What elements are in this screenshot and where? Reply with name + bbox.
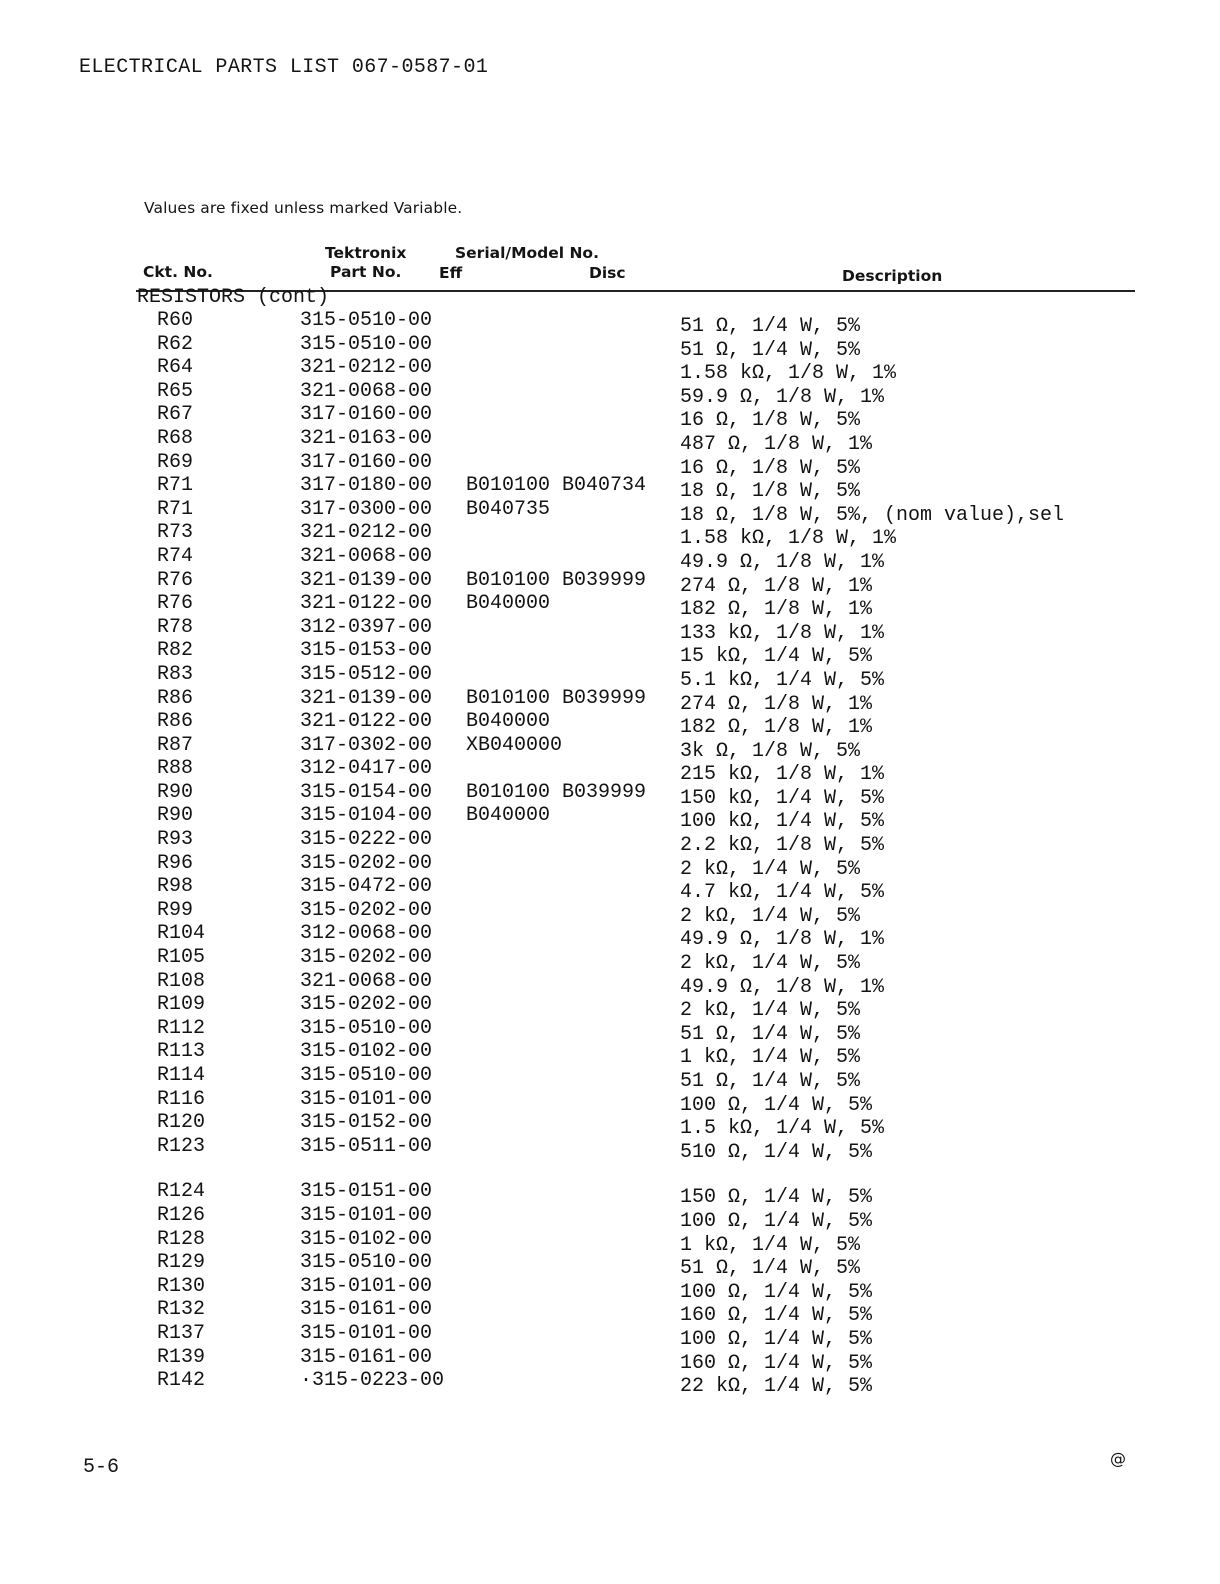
table-row <box>0 1227 1220 1257</box>
table-row <box>0 1274 1220 1304</box>
part-no-cell: 315-0161-00 <box>300 1345 433 1369</box>
description-cell: 133 kΩ, 1/8 W, 1% <box>680 621 885 645</box>
description-cell: 182 Ω, 1/8 W, 1% <box>680 598 873 622</box>
ckt-no-cell: R114 <box>157 1064 206 1087</box>
table-row <box>0 710 1220 740</box>
ckt-no-cell: R129 <box>157 1251 206 1275</box>
part-no-cell: 315-0152-00 <box>300 1111 433 1135</box>
header-serial-model: Serial/Model No. <box>455 244 599 262</box>
table-row <box>0 309 1220 338</box>
part-no-cell: 315-0104-00 <box>300 804 433 828</box>
footer-mark: @ <box>1110 1449 1126 1468</box>
part-no-cell: 317-0160-00 <box>300 450 433 474</box>
table-row <box>0 946 1220 976</box>
ckt-no-cell: R108 <box>157 969 206 993</box>
disc-cell: B039999 <box>562 780 647 804</box>
ckt-no-cell: R104 <box>157 922 206 946</box>
description-cell: 18 Ω, 1/8 W, 5%, (nom value),sel <box>680 503 1065 527</box>
ckt-no-cell: R86 <box>157 710 194 734</box>
part-no-cell: 315-0101-00 <box>300 1087 433 1111</box>
table-row <box>0 615 1220 645</box>
part-no-cell: 312-0068-00 <box>300 922 433 946</box>
part-no-cell: 312-0397-00 <box>300 615 433 639</box>
part-no-cell: 315-0511-00 <box>300 1134 433 1158</box>
part-no-cell: 321-0163-00 <box>300 426 433 450</box>
header-description: Description <box>842 267 943 285</box>
part-no-cell: 312-0417-00 <box>300 757 433 781</box>
ckt-no-cell: R62 <box>157 332 194 356</box>
ckt-no-cell: R123 <box>157 1134 206 1158</box>
description-cell: 16 Ω, 1/8 W, 5% <box>680 409 861 433</box>
header-eff: Eff <box>439 264 463 282</box>
ckt-no-cell: R88 <box>157 757 194 781</box>
ckt-no-cell: R124 <box>157 1180 206 1204</box>
ckt-no-cell: R67 <box>157 403 194 427</box>
table-row <box>0 1251 1220 1281</box>
ckt-no-cell: R82 <box>157 639 194 663</box>
table-row <box>0 969 1220 999</box>
ckt-no-cell: R76 <box>157 568 194 592</box>
description-cell: 51 Ω, 1/4 W, 5% <box>680 1022 861 1046</box>
disc-cell: B040734 <box>562 474 647 498</box>
part-no-cell: 321-0212-00 <box>300 521 433 545</box>
part-no-cell: 315-0153-00 <box>300 639 433 663</box>
description-cell: 51 Ω, 1/4 W, 5% <box>680 1070 861 1093</box>
description-cell: 2 kΩ, 1/4 W, 5% <box>680 952 861 976</box>
ckt-no-cell: R99 <box>157 898 194 922</box>
table-row <box>0 450 1220 480</box>
part-no-cell: 315-0101-00 <box>300 1274 433 1298</box>
table-row <box>0 662 1220 692</box>
table-row <box>0 757 1220 787</box>
part-no-cell: 315-0510-00 <box>300 1064 433 1087</box>
ckt-no-cell: R105 <box>157 946 206 970</box>
ckt-no-cell: R71 <box>157 474 194 498</box>
table-row <box>0 568 1220 598</box>
eff-cell: B010100 <box>466 568 551 592</box>
description-cell: 2.2 kΩ, 1/8 W, 5% <box>680 834 885 858</box>
description-cell: 51 Ω, 1/4 W, 5% <box>680 338 861 362</box>
description-cell: 150 Ω, 1/4 W, 5% <box>680 1186 873 1210</box>
ckt-no-cell: R83 <box>157 662 194 686</box>
table-row <box>0 1321 1220 1351</box>
description-cell: 4.7 kΩ, 1/4 W, 5% <box>680 881 885 905</box>
table-row <box>0 1180 1220 1210</box>
description-cell: 15 kΩ, 1/4 W, 5% <box>680 645 873 669</box>
eff-cell: B010100 <box>466 686 551 710</box>
table-row <box>0 356 1220 386</box>
description-cell: 2 kΩ, 1/4 W, 5% <box>680 904 861 928</box>
eff-cell: B040735 <box>466 497 551 521</box>
ckt-no-cell: R74 <box>157 544 194 568</box>
table-row <box>0 1087 1220 1117</box>
values-note: Values are fixed unless marked Variable. <box>144 199 463 217</box>
table-row <box>0 332 1220 362</box>
description-cell: 5.1 kΩ, 1/4 W, 5% <box>680 668 885 692</box>
disc-cell: B039999 <box>562 568 647 592</box>
description-cell: 510 Ω, 1/4 W, 5% <box>680 1140 873 1164</box>
description-cell: 1.58 kΩ, 1/8 W, 1% <box>680 527 897 551</box>
ckt-no-cell: R132 <box>157 1298 206 1322</box>
ckt-no-cell: R137 <box>157 1321 206 1345</box>
ckt-no-cell: R86 <box>157 686 194 710</box>
part-no-cell: 321-0122-00 <box>300 592 433 616</box>
description-cell: 51 Ω, 1/4 W, 5% <box>680 1257 861 1281</box>
table-row <box>0 922 1220 952</box>
description-cell: 215 kΩ, 1/8 W, 1% <box>680 763 885 787</box>
ckt-no-cell: R73 <box>157 521 194 545</box>
part-no-cell: 315-0202-00 <box>300 851 433 875</box>
description-cell: 49.9 Ω, 1/8 W, 1% <box>680 975 885 999</box>
description-cell: 3k Ω, 1/8 W, 5% <box>680 739 861 763</box>
description-cell: 274 Ω, 1/8 W, 1% <box>680 574 873 598</box>
part-no-cell: 321-0212-00 <box>300 356 433 380</box>
table-row <box>0 1134 1220 1164</box>
table-row <box>0 828 1220 858</box>
ckt-no-cell: R78 <box>157 615 194 639</box>
part-no-cell: 315-0154-00 <box>300 780 433 804</box>
ckt-no-cell: R98 <box>157 875 194 899</box>
part-no-cell: 321-0068-00 <box>300 544 433 568</box>
ckt-no-cell: R76 <box>157 592 194 616</box>
part-no-cell: 317-0302-00 <box>300 733 433 757</box>
part-no-cell: 321-0122-00 <box>300 710 433 734</box>
table-row <box>0 1040 1220 1070</box>
ckt-no-cell: R71 <box>157 497 194 521</box>
header-disc: Disc <box>589 264 626 282</box>
description-cell: 100 Ω, 1/4 W, 5% <box>680 1280 873 1304</box>
section-title: RESISTORS (cont) <box>137 286 330 309</box>
ckt-no-cell: R60 <box>157 309 194 332</box>
table-row <box>0 521 1220 551</box>
description-cell: 2 kΩ, 1/4 W, 5% <box>680 999 861 1023</box>
ckt-no-cell: R120 <box>157 1111 206 1135</box>
parts-list <box>0 309 1220 1399</box>
ckt-no-cell: R128 <box>157 1227 206 1251</box>
table-row <box>0 426 1220 456</box>
description-cell: 2 kΩ, 1/4 W, 5% <box>680 857 861 881</box>
description-cell: 160 Ω, 1/4 W, 5% <box>680 1304 873 1328</box>
description-cell: 59.9 Ω, 1/8 W, 1% <box>680 385 885 409</box>
eff-cell: XB040000 <box>466 733 563 757</box>
table-row <box>0 1203 1220 1233</box>
ckt-no-cell: R130 <box>157 1274 206 1298</box>
part-no-cell: 315-0510-00 <box>300 309 433 332</box>
part-no-cell: 315-0202-00 <box>300 946 433 970</box>
header-ckt-no: Ckt. No. <box>143 263 213 281</box>
table-row <box>0 474 1220 504</box>
description-cell: 49.9 Ω, 1/8 W, 1% <box>680 550 885 574</box>
description-cell: 22 kΩ, 1/4 W, 5% <box>680 1375 873 1399</box>
description-cell: 487 Ω, 1/8 W, 1% <box>680 432 873 456</box>
table-row <box>0 1016 1220 1046</box>
table-row <box>0 804 1220 834</box>
eff-cell: B040000 <box>466 804 551 828</box>
ckt-no-cell: R116 <box>157 1087 206 1111</box>
ckt-no-cell: R139 <box>157 1345 206 1369</box>
description-cell: 1.58 kΩ, 1/8 W, 1% <box>680 362 897 386</box>
part-no-cell: 315-0102-00 <box>300 1227 433 1251</box>
table-row <box>0 639 1220 669</box>
description-cell: 100 Ω, 1/4 W, 5% <box>680 1327 873 1351</box>
part-no-cell: 315-0151-00 <box>300 1180 433 1204</box>
ckt-no-cell: R113 <box>157 1040 206 1064</box>
table-row <box>0 1298 1220 1328</box>
description-cell: 49.9 Ω, 1/8 W, 1% <box>680 928 885 952</box>
table-row <box>0 1111 1220 1141</box>
description-cell: 274 Ω, 1/8 W, 1% <box>680 692 873 716</box>
description-cell: 1 kΩ, 1/4 W, 5% <box>680 1046 861 1070</box>
description-cell: 160 Ω, 1/4 W, 5% <box>680 1351 873 1375</box>
table-row <box>0 497 1220 527</box>
document-title: ELECTRICAL PARTS LIST 067-0587-01 <box>79 56 489 79</box>
ckt-no-cell: R87 <box>157 733 194 757</box>
description-cell: 16 Ω, 1/8 W, 5% <box>680 456 861 480</box>
ckt-no-cell: R109 <box>157 993 206 1017</box>
description-cell: 51 Ω, 1/4 W, 5% <box>680 315 861 338</box>
ckt-no-cell: R90 <box>157 804 194 828</box>
table-row <box>0 592 1220 622</box>
table-row <box>0 898 1220 928</box>
part-no-cell: 321-0068-00 <box>300 969 433 993</box>
table-row <box>0 403 1220 433</box>
part-no-cell: 321-0139-00 <box>300 686 433 710</box>
ckt-no-cell: R93 <box>157 828 194 852</box>
table-row <box>0 544 1220 574</box>
part-no-cell: 315-0202-00 <box>300 898 433 922</box>
part-no-cell: 315-0512-00 <box>300 662 433 686</box>
table-row <box>0 379 1220 409</box>
part-no-cell: 315-0101-00 <box>300 1203 433 1227</box>
ckt-no-cell: R112 <box>157 1016 206 1040</box>
ckt-no-cell: R65 <box>157 379 194 403</box>
eff-cell: B040000 <box>466 592 551 616</box>
ckt-no-cell: R64 <box>157 356 194 380</box>
part-no-cell: 315-0202-00 <box>300 993 433 1017</box>
table-row <box>0 733 1220 763</box>
eff-cell: B010100 <box>466 474 551 498</box>
eff-cell: B040000 <box>466 710 551 734</box>
table-row <box>0 993 1220 1023</box>
table-row <box>0 851 1220 881</box>
part-no-cell: 315-0472-00 <box>300 875 433 899</box>
table-row <box>0 780 1220 810</box>
header-tektronix: Tektronix <box>325 244 407 262</box>
description-cell: 18 Ω, 1/8 W, 5% <box>680 480 861 504</box>
table-row <box>0 1369 1220 1399</box>
header-part-no: Part No. <box>330 263 402 281</box>
description-cell: 100 kΩ, 1/4 W, 5% <box>680 810 885 834</box>
ckt-no-cell: R68 <box>157 426 194 450</box>
part-no-cell: 315-0101-00 <box>300 1321 433 1345</box>
description-cell: 100 Ω, 1/4 W, 5% <box>680 1209 873 1233</box>
ckt-no-cell: R142 <box>157 1369 206 1393</box>
part-no-cell: 317-0300-00 <box>300 497 433 521</box>
page-number: 5-6 <box>83 1456 120 1479</box>
description-cell: 182 Ω, 1/8 W, 1% <box>680 716 873 740</box>
table-row <box>0 1345 1220 1375</box>
description-cell: 1.5 kΩ, 1/4 W, 5% <box>680 1117 885 1141</box>
eff-cell: B010100 <box>466 780 551 804</box>
part-no-cell: 315-0102-00 <box>300 1040 433 1064</box>
table-row <box>0 686 1220 716</box>
description-cell: 1 kΩ, 1/4 W, 5% <box>680 1233 861 1257</box>
part-no-cell: 315-0510-00 <box>300 1251 433 1275</box>
table-row <box>0 875 1220 905</box>
ckt-no-cell: R96 <box>157 851 194 875</box>
ckt-no-cell: R126 <box>157 1203 206 1227</box>
part-no-cell: 315-0510-00 <box>300 1016 433 1040</box>
description-cell: 100 Ω, 1/4 W, 5% <box>680 1093 873 1117</box>
part-no-cell: 321-0068-00 <box>300 379 433 403</box>
part-no-cell: ·315-0223-00 <box>300 1369 445 1393</box>
part-no-cell: 317-0180-00 <box>300 474 433 498</box>
disc-cell: B039999 <box>562 686 647 710</box>
table-row <box>0 1064 1220 1093</box>
ckt-no-cell: R90 <box>157 780 194 804</box>
description-cell: 150 kΩ, 1/4 W, 5% <box>680 786 885 810</box>
part-no-cell: 315-0510-00 <box>300 332 433 356</box>
part-no-cell: 317-0160-00 <box>300 403 433 427</box>
part-no-cell: 321-0139-00 <box>300 568 433 592</box>
part-no-cell: 315-0222-00 <box>300 828 433 852</box>
ckt-no-cell: R69 <box>157 450 194 474</box>
part-no-cell: 315-0161-00 <box>300 1298 433 1322</box>
